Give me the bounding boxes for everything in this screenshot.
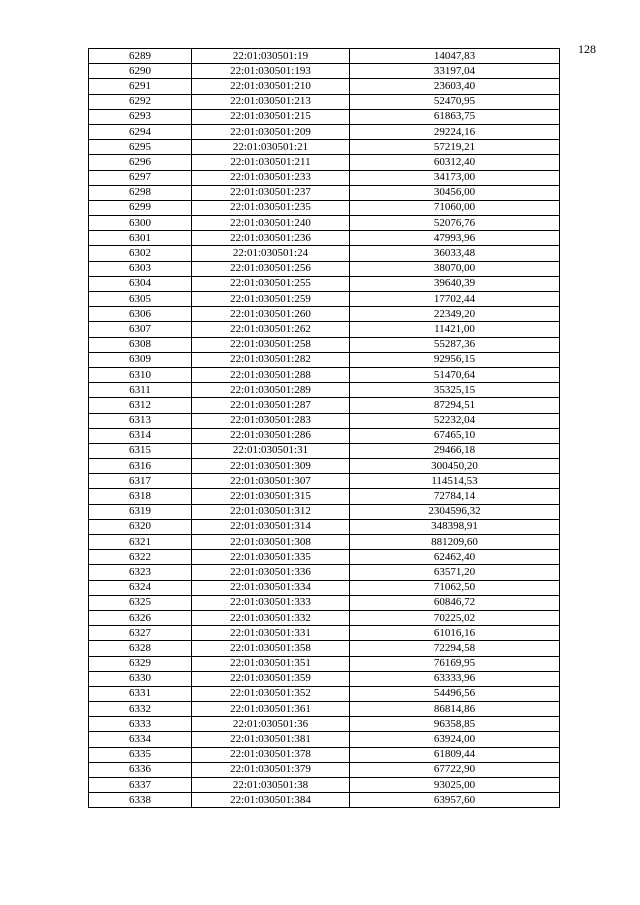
table-row: [89, 565, 560, 580]
row-number-cell: 6295: [89, 140, 192, 155]
amount-cell: 71060,00: [350, 200, 560, 215]
amount-cell: 17702,44: [350, 292, 560, 307]
cadastral-number-cell: 22:01:030501:312: [192, 504, 350, 519]
row-number-cell: 6297: [89, 170, 192, 185]
table-row: [89, 185, 560, 200]
table-row: [89, 307, 560, 322]
table-row: [89, 702, 560, 717]
row-number-cell: 6312: [89, 398, 192, 413]
amount-cell: 70225,02: [350, 610, 560, 625]
table-body: [89, 49, 560, 808]
row-number-cell: 6331: [89, 686, 192, 701]
amount-cell: 2304596,32: [350, 504, 560, 519]
cadastral-number-cell: 22:01:030501:21: [192, 140, 350, 155]
table-row: [89, 94, 560, 109]
table-row: [89, 489, 560, 504]
row-number-cell: 6309: [89, 352, 192, 367]
row-number-cell: 6325: [89, 595, 192, 610]
amount-cell: 29224,16: [350, 124, 560, 139]
row-number-cell: 6322: [89, 550, 192, 565]
cadastral-number-cell: 22:01:030501:211: [192, 155, 350, 170]
row-number-cell: 6323: [89, 565, 192, 580]
cadastral-number-cell: 22:01:030501:352: [192, 686, 350, 701]
amount-cell: 71062,50: [350, 580, 560, 595]
table-row: [89, 656, 560, 671]
table-row: [89, 79, 560, 94]
cadastral-number-cell: 22:01:030501:288: [192, 367, 350, 382]
amount-cell: 76169,95: [350, 656, 560, 671]
amount-cell: 72784,14: [350, 489, 560, 504]
cadastral-number-cell: 22:01:030501:240: [192, 216, 350, 231]
cadastral-number-cell: 22:01:030501:289: [192, 383, 350, 398]
cadastral-number-cell: 22:01:030501:314: [192, 519, 350, 534]
amount-cell: 67722,90: [350, 762, 560, 777]
amount-cell: 63333,96: [350, 671, 560, 686]
table-row: [89, 580, 560, 595]
amount-cell: 61809,44: [350, 747, 560, 762]
row-number-cell: 6326: [89, 610, 192, 625]
cadastral-number-cell: 22:01:030501:210: [192, 79, 350, 94]
page-number: 128: [578, 42, 596, 56]
row-number-cell: 6293: [89, 109, 192, 124]
row-number-cell: 6296: [89, 155, 192, 170]
table-row: [89, 610, 560, 625]
amount-cell: 87294,51: [350, 398, 560, 413]
cadastral-number-cell: 22:01:030501:209: [192, 124, 350, 139]
amount-cell: 67465,10: [350, 428, 560, 443]
cadastral-number-cell: 22:01:030501:287: [192, 398, 350, 413]
amount-cell: 52076,76: [350, 216, 560, 231]
table-row: [89, 49, 560, 64]
row-number-cell: 6289: [89, 49, 192, 64]
row-number-cell: 6302: [89, 246, 192, 261]
amount-cell: 51470,64: [350, 367, 560, 382]
table-row: [89, 778, 560, 793]
table-row: [89, 762, 560, 777]
table-row: [89, 352, 560, 367]
table-row: [89, 64, 560, 79]
cadastral-number-cell: 22:01:030501:233: [192, 170, 350, 185]
table-row: [89, 686, 560, 701]
row-number-cell: 6306: [89, 307, 192, 322]
amount-cell: 14047,83: [350, 49, 560, 64]
row-number-cell: 6329: [89, 656, 192, 671]
row-number-cell: 6338: [89, 793, 192, 808]
row-number-cell: 6292: [89, 94, 192, 109]
amount-cell: 62462,40: [350, 550, 560, 565]
amount-cell: 30456,00: [350, 185, 560, 200]
row-number-cell: 6333: [89, 717, 192, 732]
cadastral-number-cell: 22:01:030501:361: [192, 702, 350, 717]
cadastral-number-cell: 22:01:030501:384: [192, 793, 350, 808]
amount-cell: 55287,36: [350, 337, 560, 352]
table-row: [89, 717, 560, 732]
table-row: [89, 398, 560, 413]
cadastral-number-cell: 22:01:030501:36: [192, 717, 350, 732]
row-number-cell: 6327: [89, 626, 192, 641]
table-row: [89, 641, 560, 656]
row-number-cell: 6300: [89, 216, 192, 231]
row-number-cell: 6290: [89, 64, 192, 79]
amount-cell: 881209,60: [350, 535, 560, 550]
amount-cell: 52232,04: [350, 413, 560, 428]
table-row: [89, 474, 560, 489]
table-row: [89, 231, 560, 246]
table-row: [89, 732, 560, 747]
cadastral-number-cell: 22:01:030501:358: [192, 641, 350, 656]
data-table: [88, 48, 560, 808]
cadastral-number-cell: 22:01:030501:309: [192, 459, 350, 474]
cadastral-number-cell: 22:01:030501:213: [192, 94, 350, 109]
row-number-cell: 6303: [89, 261, 192, 276]
table-row: [89, 504, 560, 519]
row-number-cell: 6335: [89, 747, 192, 762]
cadastral-number-cell: 22:01:030501:379: [192, 762, 350, 777]
table-row: [89, 292, 560, 307]
amount-cell: 52470,95: [350, 94, 560, 109]
amount-cell: 29466,18: [350, 443, 560, 458]
amount-cell: 23603,40: [350, 79, 560, 94]
row-number-cell: 6311: [89, 383, 192, 398]
table-row: [89, 535, 560, 550]
table-row: [89, 109, 560, 124]
row-number-cell: 6299: [89, 200, 192, 215]
table-row: [89, 383, 560, 398]
row-number-cell: 6316: [89, 459, 192, 474]
amount-cell: 92956,15: [350, 352, 560, 367]
cadastral-number-cell: 22:01:030501:332: [192, 610, 350, 625]
row-number-cell: 6320: [89, 519, 192, 534]
cadastral-number-cell: 22:01:030501:359: [192, 671, 350, 686]
row-number-cell: 6310: [89, 367, 192, 382]
row-number-cell: 6332: [89, 702, 192, 717]
amount-cell: 11421,00: [350, 322, 560, 337]
table-row: [89, 367, 560, 382]
row-number-cell: 6317: [89, 474, 192, 489]
cadastral-number-cell: 22:01:030501:24: [192, 246, 350, 261]
row-number-cell: 6318: [89, 489, 192, 504]
cadastral-number-cell: 22:01:030501:331: [192, 626, 350, 641]
cadastral-number-cell: 22:01:030501:308: [192, 535, 350, 550]
cadastral-number-cell: 22:01:030501:351: [192, 656, 350, 671]
amount-cell: 33197,04: [350, 64, 560, 79]
amount-cell: 54496,56: [350, 686, 560, 701]
cadastral-number-cell: 22:01:030501:283: [192, 413, 350, 428]
amount-cell: 114514,53: [350, 474, 560, 489]
row-number-cell: 6330: [89, 671, 192, 686]
cadastral-number-cell: 22:01:030501:38: [192, 778, 350, 793]
amount-cell: 96358,85: [350, 717, 560, 732]
table-row: [89, 124, 560, 139]
cadastral-number-cell: 22:01:030501:260: [192, 307, 350, 322]
table-row: [89, 626, 560, 641]
row-number-cell: 6291: [89, 79, 192, 94]
amount-cell: 86814,86: [350, 702, 560, 717]
amount-cell: 60846,72: [350, 595, 560, 610]
row-number-cell: 6336: [89, 762, 192, 777]
amount-cell: 348398,91: [350, 519, 560, 534]
row-number-cell: 6315: [89, 443, 192, 458]
row-number-cell: 6305: [89, 292, 192, 307]
cadastral-number-cell: 22:01:030501:378: [192, 747, 350, 762]
table-row: [89, 793, 560, 808]
table-row: [89, 322, 560, 337]
row-number-cell: 6301: [89, 231, 192, 246]
amount-cell: 93025,00: [350, 778, 560, 793]
row-number-cell: 6319: [89, 504, 192, 519]
cadastral-number-cell: 22:01:030501:215: [192, 109, 350, 124]
cadastral-number-cell: 22:01:030501:19: [192, 49, 350, 64]
table-row: [89, 413, 560, 428]
cadastral-number-cell: 22:01:030501:256: [192, 261, 350, 276]
table-row: [89, 216, 560, 231]
cadastral-number-cell: 22:01:030501:193: [192, 64, 350, 79]
amount-cell: 38070,00: [350, 261, 560, 276]
cadastral-number-cell: 22:01:030501:336: [192, 565, 350, 580]
table-row: [89, 550, 560, 565]
amount-cell: 22349,20: [350, 307, 560, 322]
cadastral-number-cell: 22:01:030501:236: [192, 231, 350, 246]
amount-cell: 72294,58: [350, 641, 560, 656]
table-row: [89, 595, 560, 610]
amount-cell: 61863,75: [350, 109, 560, 124]
table-row: [89, 459, 560, 474]
amount-cell: 63571,20: [350, 565, 560, 580]
cadastral-number-cell: 22:01:030501:258: [192, 337, 350, 352]
table-row: [89, 747, 560, 762]
row-number-cell: 6334: [89, 732, 192, 747]
amount-cell: 60312,40: [350, 155, 560, 170]
table-row: [89, 170, 560, 185]
amount-cell: 35325,15: [350, 383, 560, 398]
row-number-cell: 6294: [89, 124, 192, 139]
cadastral-number-cell: 22:01:030501:262: [192, 322, 350, 337]
row-number-cell: 6304: [89, 276, 192, 291]
cadastral-number-cell: 22:01:030501:381: [192, 732, 350, 747]
cadastral-number-cell: 22:01:030501:334: [192, 580, 350, 595]
row-number-cell: 6337: [89, 778, 192, 793]
row-number-cell: 6328: [89, 641, 192, 656]
table-row: [89, 428, 560, 443]
row-number-cell: 6308: [89, 337, 192, 352]
cadastral-number-cell: 22:01:030501:333: [192, 595, 350, 610]
table-row: [89, 519, 560, 534]
cadastral-number-cell: 22:01:030501:259: [192, 292, 350, 307]
cadastral-number-cell: 22:01:030501:335: [192, 550, 350, 565]
amount-cell: 57219,21: [350, 140, 560, 155]
table-row: [89, 276, 560, 291]
row-number-cell: 6307: [89, 322, 192, 337]
amount-cell: 39640,39: [350, 276, 560, 291]
table-row: [89, 140, 560, 155]
table-row: [89, 671, 560, 686]
cadastral-number-cell: 22:01:030501:255: [192, 276, 350, 291]
table-row: [89, 261, 560, 276]
amount-cell: 61016,16: [350, 626, 560, 641]
table-row: [89, 155, 560, 170]
cadastral-number-cell: 22:01:030501:237: [192, 185, 350, 200]
amount-cell: 34173,00: [350, 170, 560, 185]
cadastral-number-cell: 22:01:030501:282: [192, 352, 350, 367]
row-number-cell: 6321: [89, 535, 192, 550]
row-number-cell: 6298: [89, 185, 192, 200]
cadastral-number-cell: 22:01:030501:235: [192, 200, 350, 215]
row-number-cell: 6313: [89, 413, 192, 428]
cadastral-number-cell: 22:01:030501:315: [192, 489, 350, 504]
amount-cell: 36033,48: [350, 246, 560, 261]
cadastral-number-cell: 22:01:030501:31: [192, 443, 350, 458]
cadastral-number-cell: 22:01:030501:286: [192, 428, 350, 443]
amount-cell: 300450,20: [350, 459, 560, 474]
amount-cell: 47993,96: [350, 231, 560, 246]
table-row: [89, 337, 560, 352]
table-row: [89, 443, 560, 458]
amount-cell: 63957,60: [350, 793, 560, 808]
table-row: [89, 246, 560, 261]
row-number-cell: 6324: [89, 580, 192, 595]
row-number-cell: 6314: [89, 428, 192, 443]
table-row: [89, 200, 560, 215]
amount-cell: 63924,00: [350, 732, 560, 747]
cadastral-number-cell: 22:01:030501:307: [192, 474, 350, 489]
